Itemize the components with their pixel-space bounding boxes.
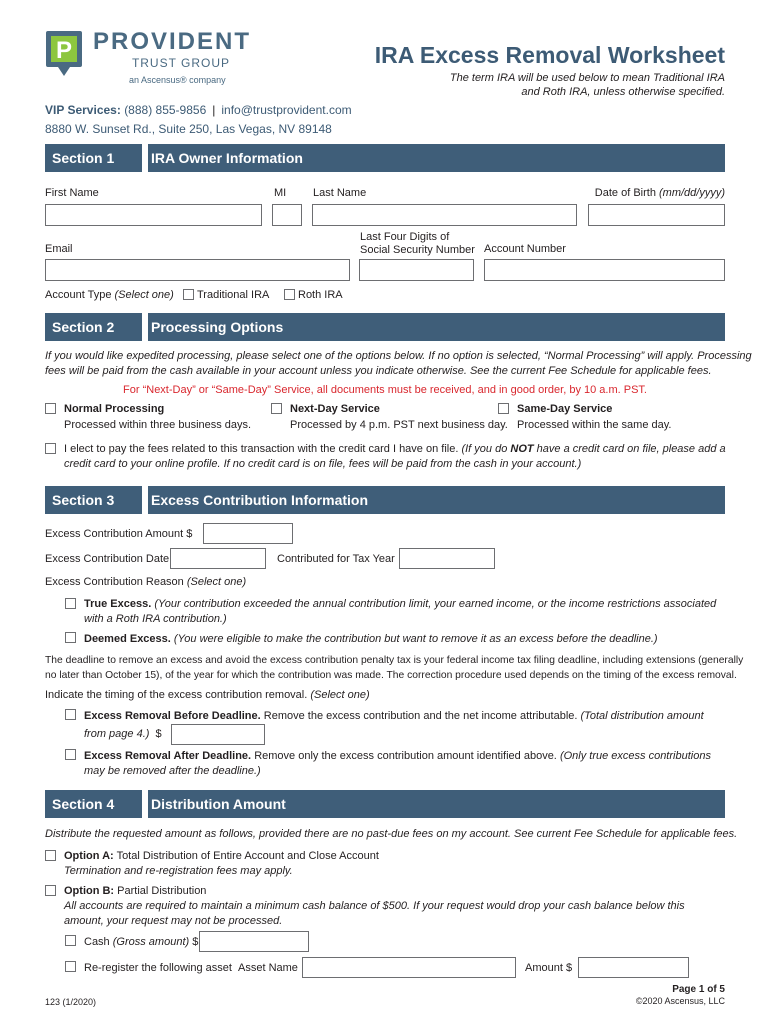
mi-label: MI xyxy=(274,187,287,199)
credit-card-checkbox[interactable] xyxy=(45,443,56,454)
asset-name-label: Asset Name xyxy=(238,962,298,974)
removal-timing-label: Indicate the timing of the excess contribution removal. (Select one) xyxy=(45,689,370,701)
option-a-text: Option A: Total Distribution of Entire Account and Close Account Termination and re-registration fees may apply. xyxy=(64,850,379,877)
title-note: The term IRA will be used below to mean Traditional IRA and Roth IRA, unless otherwise specified. xyxy=(449,72,725,98)
contact-email: info@trustprovident.com xyxy=(221,103,352,117)
processing-intro: If you would like expedited processing, please select one of the options below. If no option is selected, “Normal Processing” will apply. Processing fees will be paid from the cash available in your account unless you indicate otherwise. See the current Fee Schedule for applicable fees. xyxy=(45,350,752,377)
deemed-excess-checkbox[interactable] xyxy=(65,632,76,643)
next-day-label: Next-Day Service xyxy=(290,403,380,415)
true-excess-checkbox[interactable] xyxy=(65,598,76,609)
same-day-desc: Processed within the same day. xyxy=(517,419,672,431)
cash-label: Cash (Gross amount) $ xyxy=(84,936,199,948)
dob-field[interactable] xyxy=(588,204,725,226)
dob-label: Date of Birth (mm/dd/yyyy) xyxy=(594,187,725,199)
excess-amount-field[interactable] xyxy=(203,523,293,544)
page-title: IRA Excess Removal Worksheet xyxy=(374,42,725,68)
distribution-intro: Distribute the requested amount as follows, provided there are no past-due fees on my account. See current Fee Schedule for applicable fees. xyxy=(45,828,738,840)
cutoff-notice: For “Next-Day” or “Same-Day” Service, all documents must be received, and in good order, by 10 a.m. PST. xyxy=(123,384,647,396)
last-name-label: Last Name xyxy=(313,187,367,199)
traditional-ira-checkbox[interactable] xyxy=(183,289,194,300)
cash-checkbox[interactable] xyxy=(65,935,76,946)
deemed-excess-text: Deemed Excess. (You were eligible to make the contribution but want to remove it as an excess before the deadline.) xyxy=(84,633,658,645)
account-number-field[interactable] xyxy=(484,259,725,281)
brand-company: an Ascensus® company xyxy=(129,75,226,85)
option-a-checkbox[interactable] xyxy=(45,850,56,861)
first-name-label: First Name xyxy=(45,187,99,199)
before-deadline-amount-field[interactable] xyxy=(171,724,265,745)
before-deadline-checkbox[interactable] xyxy=(65,709,76,720)
ssn-label: Last Four Digits of Social Security Number xyxy=(360,231,475,256)
excess-amount-label: Excess Contribution Amount $ xyxy=(45,528,193,540)
email-field[interactable] xyxy=(45,259,350,281)
asset-amount-field[interactable] xyxy=(578,957,689,978)
same-day-checkbox[interactable] xyxy=(498,403,509,414)
excess-date-label: Excess Contribution Date xyxy=(45,553,170,565)
tax-year-field[interactable] xyxy=(399,548,495,569)
contact-address: 8880 W. Sunset Rd., Suite 250, Las Vegas, NV 89148 xyxy=(45,122,332,136)
account-number-label: Account Number xyxy=(484,243,566,255)
normal-processing-checkbox[interactable] xyxy=(45,403,56,414)
true-excess-text: True Excess. (Your contribution exceeded the annual contribution limit, your earned income, or the income restrictions associated with a Roth IRA contribution.) xyxy=(84,598,717,625)
vip-phone: (888) 855-9856 xyxy=(124,103,207,117)
deadline-text: The deadline to remove an excess and avoid the excess contribution penalty tax is your federal income tax filing deadline, including extensions (generally no later than October 15), of the year for which the contribution was made. The correction procedure used depends on the timing of the excess removal. xyxy=(45,655,744,681)
section-3-header: Section 3 Excess Contribution Information xyxy=(45,486,725,514)
reregister-label: Re-register the following asset xyxy=(84,962,232,974)
normal-processing-label: Normal Processing xyxy=(64,403,165,415)
email-label: Email xyxy=(45,243,73,255)
asset-name-field[interactable] xyxy=(302,957,516,978)
cash-amount-field[interactable] xyxy=(199,931,309,952)
brand-subtitle: TRUST GROUP xyxy=(131,56,231,70)
after-deadline-text: Excess Removal After Deadline. Remove only the excess contribution amount identified above. (Only true excess contributions may be removed after the deadline.) xyxy=(84,750,711,777)
page-number: Page 1 of 5 xyxy=(672,984,725,995)
next-day-desc: Processed by 4 p.m. PST next business day. xyxy=(290,419,508,431)
excess-date-field[interactable] xyxy=(170,548,266,569)
account-type-label: Account Type (Select one) xyxy=(45,289,174,301)
option-b-checkbox[interactable] xyxy=(45,885,56,896)
normal-processing-desc: Processed within three business days. xyxy=(64,419,252,431)
traditional-ira-label: Traditional IRA xyxy=(197,289,270,301)
roth-ira-checkbox[interactable] xyxy=(284,289,295,300)
first-name-field[interactable] xyxy=(45,204,262,226)
section-1-header: Section 1 IRA Owner Information xyxy=(45,144,725,172)
reregister-checkbox[interactable] xyxy=(65,961,76,972)
provident-logo-icon xyxy=(44,29,84,79)
copyright: ©2020 Ascensus, LLC xyxy=(635,996,725,1006)
vip-label: VIP Services: xyxy=(45,103,121,117)
form-code: 123 (1/2020) xyxy=(45,997,97,1007)
roth-ira-label: Roth IRA xyxy=(298,289,343,301)
same-day-label: Same-Day Service xyxy=(517,403,613,415)
asset-amount-label: Amount $ xyxy=(525,962,573,974)
last-name-field[interactable] xyxy=(312,204,577,226)
option-b-text: Option B: Partial Distribution All accounts are required to maintain a minimum cash balance of $500. If your request would drop your cash balance below this amount, your request may not be processed. xyxy=(64,885,685,927)
mi-field[interactable] xyxy=(272,204,302,226)
next-day-checkbox[interactable] xyxy=(271,403,282,414)
svg-text:P: P xyxy=(55,37,73,64)
brand-name: PROVIDENT xyxy=(93,28,252,55)
contact-info: VIP Services: (888) 855-9856 | info@trustprovident.com 8880 W. Sunset Rd., Suite 250, Las Vegas, NV 89148 xyxy=(45,101,352,139)
ssn-field[interactable] xyxy=(359,259,474,281)
tax-year-label: Contributed for Tax Year xyxy=(277,553,395,565)
section-2-header: Section 2 Processing Options xyxy=(45,313,725,341)
excess-reason-label: Excess Contribution Reason (Select one) xyxy=(45,576,247,588)
after-deadline-checkbox[interactable] xyxy=(65,749,76,760)
credit-card-text: I elect to pay the fees related to this transaction with the credit card I have on file. (If you do NOT have a credit card on file, please add a credit card to your online profile. If no credit card is on file, fees will be paid from the cash in your account.) xyxy=(64,443,726,470)
section-4-header: Section 4 Distribution Amount xyxy=(45,790,725,818)
before-deadline-text: Excess Removal Before Deadline. Remove the excess contribution and the net income attributable. (Total distribution amount from page 4.) $ xyxy=(84,710,704,740)
